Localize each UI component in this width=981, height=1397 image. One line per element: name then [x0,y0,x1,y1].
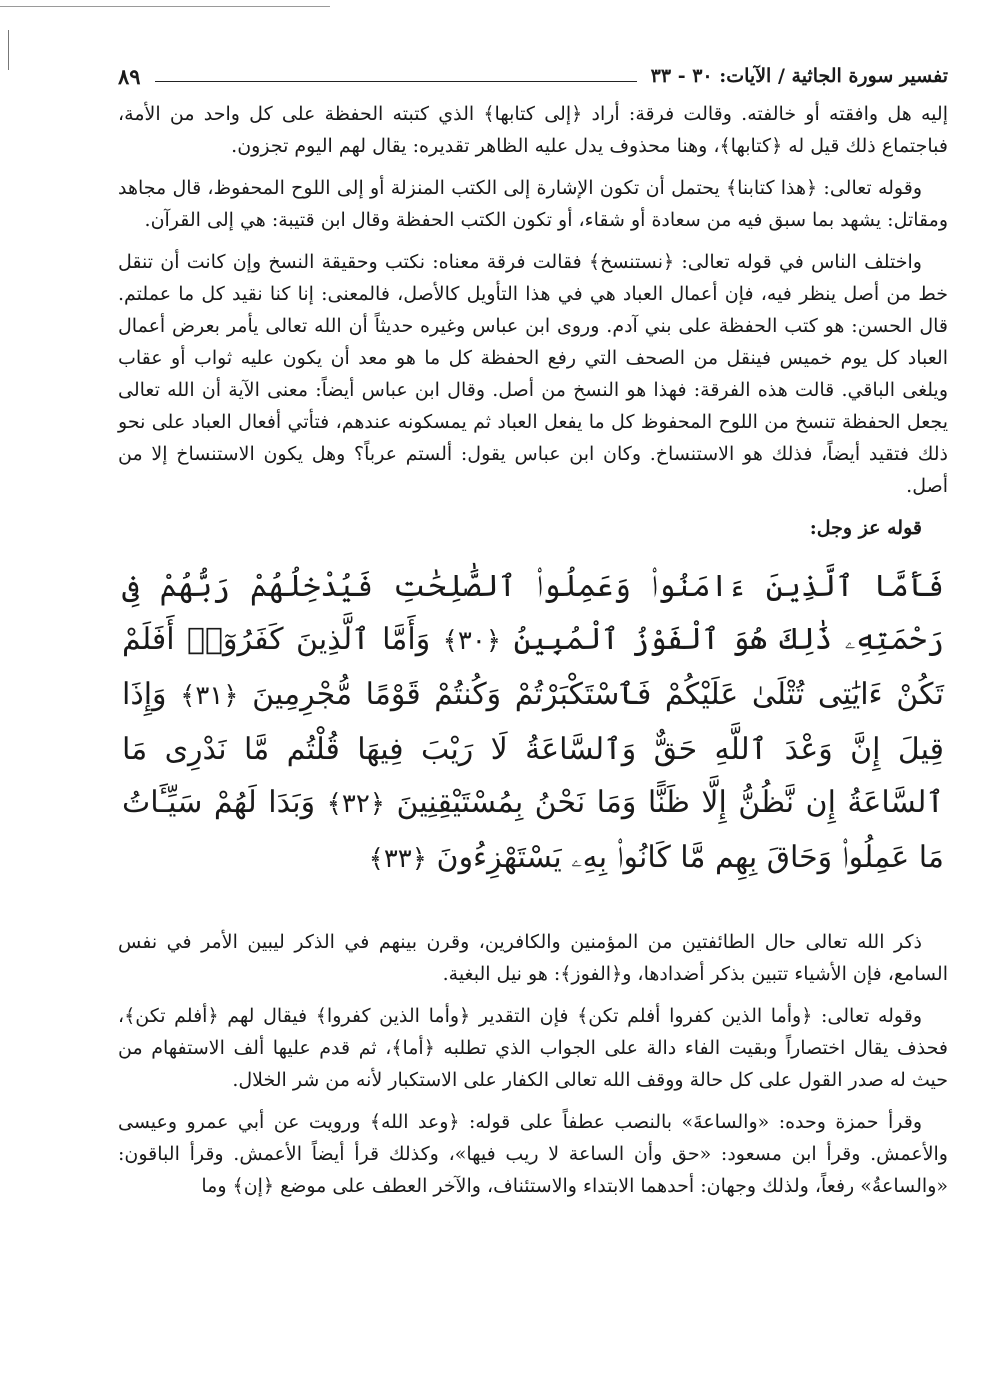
verse-number-marker: ﴿٣٢﴾ [326,789,386,819]
paragraph: وقوله تعالى: ﴿هذا كتابنا﴾ يحتمل أن تكون الإشارة إلى الكتب المنزلة أو إلى اللوح المحفوظ، قال مجاهد ومقاتل: يشهد بما سبق فيه من سعادة أو شقاء، أو تكون الكتب الحفظة وقال ابن قتيبة: هي إلى القرآن. [118,177,948,231]
header-rule [155,81,637,82]
running-title: تفسير سورة الجاثية / الآيات: ٣٠ - ٣٣ [650,65,948,87]
paragraph: وقوله تعالى: ﴿وأما الذين كفروا أفلم تكن﴾ فإن التقدير ﴿وأما الذين كفروا﴾ فيقال لهم ﴿أفلم تكن﴾، فحذف يقال اختصاراً وبقيت الفاء دالة على الجواب الذي تطلبه ﴿أما﴾، ثم قدم عليها ألف الاستفهام من حيث له صدر القول على كل حالة ووقف الله تعالى الكفار على الاستكبار لأنه من شر الخلال. [118,1005,948,1091]
verse-number-marker: ﴿٣٠﴾ [442,626,502,656]
paragraph: وقرأ حمزة وحده: «والساعةَ» بالنصب عطفاً على قوله: ﴿وعد الله﴾ ورويت عن أبي عمرو وعيسى والأعمش. وقرأ ابن مسعود: «حق وأن الساعة لا ريب فيها»، وكذلك قرأ أيضاً الأعمش. وقرأ الباقون: «والساعةُ» رفعاً، ولذلك وجهان: أحدهما الابتداء والاستئناف، والآخر العطف على موضع ﴿إن﴾ وما [118,1111,948,1197]
verse-number-marker: ﴿٣٣﴾ [368,844,427,874]
page-body [118,98,948,1212]
page-number: ٨٩ [118,63,141,89]
scan-edge-mark [8,30,9,70]
paragraph-continued: إليه هل وافقته أو خالفته. وقالت فرقة: أراد ﴿إلى كتابها﴾ الذي كتبته الحفظة على كل واحد من الأمة، فباجتماع ذلك قيل له ﴿كتابها﴾، وهنا محذوف يدل عليه الظاهر تقديره: يقال لهم اليوم تجزون. [118,103,948,157]
paragraph: واختلف الناس في قوله تعالى: ﴿نستنسخ﴾ فقالت فرقة معناه: نكتب وحقيقة النسخ وإن كانت أن تنقل خط من أصل ينظر فيه، فإن أعمال العباد هي في هذا التأويل كالأصل، فالمعنى: إنا كنا نقيد كل ما عملتم. قال الحسن: هو كتب الحفظة على بني آدم. وروى ابن عباس وغيره حديثاً أن الله تعالى يأمر بعرض أعمال العباد كل يوم خميس فينقل من الصحف التي رفع الحفظة كل ما هو معد أن يكون عليه ثواب أو عقاب ويلغى الباقي. قالت هذه الفرقة: فهذا هو النسخ من أصل. وقال ابن عباس أيضاً: معنى الآية أن الله تعالى يجعل الحفظة تنسخ من اللوح المحفوظ كل ما يفعل العباد ثم يمسكونه عندهم، فتأتي أفعال العباد على نحو ذلك فتقيد أيضاً، فذلك هو الاستنساخ. وكان ابن عباس يقول: ألستم عرباً؟ وهل يكون الاستنساخ إلا من أصل. [118,251,948,497]
verse-text: وَبَدَا لَهُمْ سَيِّـَٔاتُ مَا عَمِلُوا۟ وَحَاقَ بِهِم مَّا كَانُوا۟ بِهِۦ يَسْتَهْزِءُونَ [122,785,944,875]
quran-verses [118,560,948,886]
verse-text: وَأَمَّا ٱلَّذِينَ كَفَرُوٓا۟ أَفَلَمْ تَكُنْ ءَايَٰتِى تُتْلَىٰ عَلَيْكُمْ فَٱسْتَكْبَرْتُمْ وَكُنتُمْ قَوْمًا مُّجْرِمِينَ [122,622,944,712]
scan-edge-line [0,6,330,7]
verse-text: فَأَمَّا ٱلَّذِينَ ءَامَنُوا۟ وَعَمِلُوا۟ ٱلصَّٰلِحَٰتِ فَيُدْخِلُهُمْ رَبُّهُمْ فِى رَحْمَتِهِۦ ذَٰلِكَ هُوَ ٱلْفَوْزُ ٱلْمُبِينُ [122,569,944,657]
verse-number-marker: ﴿٣١﴾ [180,681,239,711]
paragraph: ذكر الله تعالى حال الطائفتين من المؤمنين والكافرين، وقرن بينهم في الذكر ليبين الأمر في نفس السامع، فإن الأشياء تتبين بذكر أضدادها، و﴿الفوز﴾: هو نيل البغية. [118,931,948,985]
page-header [118,58,948,94]
verse-heading: قوله عز وجل: [809,517,922,539]
verse-text: وَإِذَا قِيلَ إِنَّ وَعْدَ ٱللَّهِ حَقٌّ وَٱلسَّاعَةُ لَا رَيْبَ فِيهَا قُلْتُم مَّا نَدْرِى مَا ٱلسَّاعَةُ إِن نَّظُنُّ إِلَّا ظَنًّا وَمَا نَحْنُ بِمُسْتَيْقِنِينَ [122,677,944,820]
